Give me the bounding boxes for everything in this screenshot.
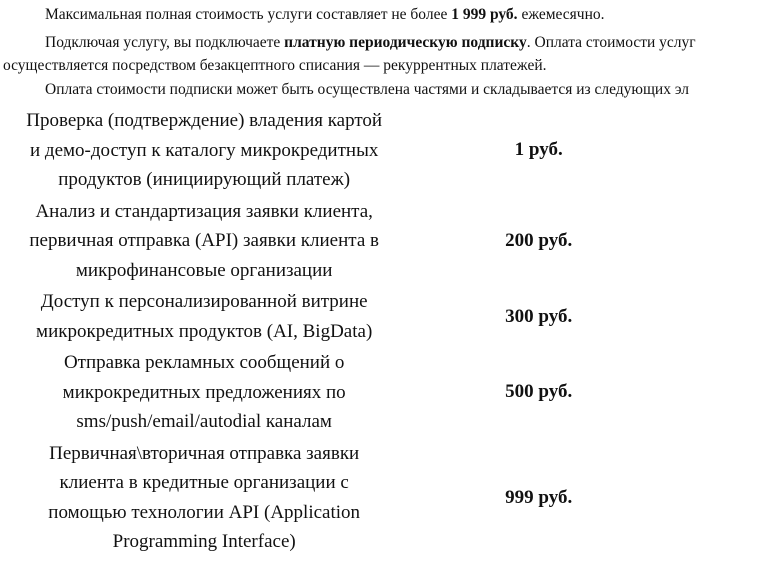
- service-name-line: Доступ к персонализированной витрине: [40, 291, 368, 312]
- subscription-paragraph: [0, 32, 769, 53]
- service-name: [0, 106, 408, 197]
- service-name-line: микрофинансовые организации: [75, 259, 333, 281]
- pricing-row: [0, 287, 769, 348]
- subscription-text-post: . Оплата стоимости услуг: [526, 34, 696, 51]
- service-name-line: Первичная\вторичная отправка заявки: [49, 442, 360, 464]
- pricing-row: [0, 106, 769, 197]
- service-price: 999 руб.: [505, 486, 573, 508]
- service-name: [0, 439, 408, 557]
- pricing-row: [0, 348, 769, 439]
- service-name-line: и демо-доступ к каталогу микрокредитных: [29, 139, 379, 161]
- pricing-table: [0, 106, 769, 557]
- service-name-line: Проверка (подтверждение) владения картой: [26, 110, 383, 131]
- max-cost-text-pre: Максимальная полная стоимость услуги составляет не более: [45, 6, 452, 23]
- service-name-line: клиента в кредитные организации с: [59, 472, 349, 493]
- service-name-line: Анализ и стандартизация заявки клиента,: [35, 200, 373, 222]
- max-cost-amount: 1 999 руб.: [451, 6, 518, 23]
- service-price: 200 руб.: [505, 229, 573, 251]
- service-name-line: sms/push/email/autodial каналам: [76, 411, 332, 432]
- max-cost-text-post: ежемесячно.: [517, 6, 605, 23]
- service-name-line: первичная отправка (API) заявки клиента в: [29, 230, 379, 251]
- pricing-row: [0, 197, 769, 288]
- service-price: 300 руб.: [505, 305, 573, 327]
- service-name: [0, 287, 408, 348]
- payment-parts-paragraph: Оплата стоимости подписки может быть осуществлена частями и складывается из следующих эл: [45, 81, 689, 98]
- pricing-row: [0, 439, 769, 557]
- service-name-line: Отправка рекламных сообщений о: [63, 352, 345, 373]
- max-cost-paragraph: [0, 4, 769, 25]
- subscription-paragraph-continuation: осуществляется посредством безакцептного списания — рекуррентных платежей.: [3, 57, 547, 74]
- service-name-line: помощью технологии API (Application: [48, 501, 361, 523]
- service-name: [0, 197, 408, 288]
- service-price: 500 руб.: [505, 381, 573, 403]
- service-name-line: продуктов (инициирующий платеж): [58, 169, 351, 190]
- service-name-line: микрокредитных предложениях по: [62, 381, 346, 403]
- subscription-text-pre: Подключая услугу, вы подключаете: [45, 34, 285, 51]
- service-name-line: микрокредитных продуктов (AI, BigData): [36, 320, 373, 342]
- subscription-type: платную периодическую подписку: [284, 34, 527, 51]
- service-name-line: Programming Interface): [112, 531, 296, 552]
- service-name: [0, 348, 408, 439]
- service-price: 1 руб.: [514, 139, 563, 161]
